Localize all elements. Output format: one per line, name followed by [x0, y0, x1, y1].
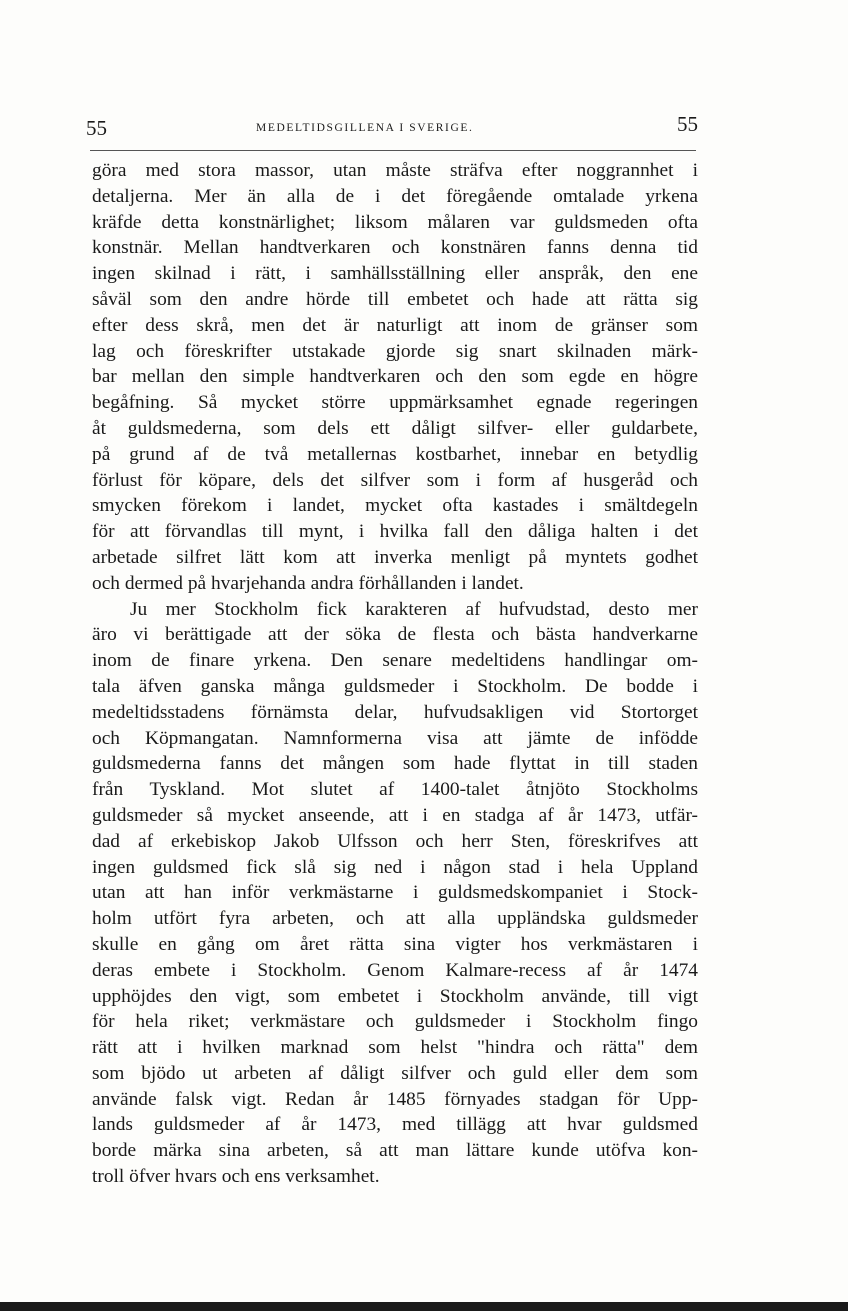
scan-bottom-edge [0, 1302, 848, 1311]
text-line: ingen skilnad i rätt, i samhällsställning eller anspråk, den ene [92, 263, 698, 285]
text-line: tala äfven ganska många guldsmeder i Stockholm. De bodde i [92, 675, 698, 697]
text-line: förlust för köpare, dels det silfver som i form af husgeråd och [92, 469, 698, 491]
text-line: som bjödo ut arbeten af dåligt silfver och guld eller dem som [92, 1062, 698, 1084]
text-line: guldsmederna fanns det mången som hade flyttat in till staden [92, 753, 698, 775]
text-line: använde falsk vigt. Redan år 1485 förnyades stadgan för Upp- [92, 1088, 698, 1110]
text-line: bar mellan den simple handtverkaren och den som egde en högre [92, 366, 698, 388]
page-number-left: 55 [86, 116, 107, 140]
text-line: på grund af de två metallernas kostbarhet, innebar en betydlig [92, 443, 698, 465]
text-line: rätt att i hvilken marknad som helst "hindra och rätta" dem [92, 1037, 698, 1059]
text-line: kräfde detta konstnärlighet; liksom målaren var guldsmeden ofta [92, 211, 698, 233]
text-line: såväl som den andre hörde till embetet och hade att rätta sig [92, 288, 698, 310]
text-line: ingen guldsmed fick slå sig ned i någon stad i hela Uppland [92, 856, 698, 878]
paragraph-start-line: Ju mer Stockholm fick karakteren af hufvudstad, desto mer [130, 598, 698, 620]
text-line: för att förvandlas till mynt, i hvilka fall den dåliga halten i det [92, 521, 698, 543]
text-line: borde märka sina arbeten, så att man lättare kunde utöfva kon- [92, 1140, 698, 1162]
text-line: detaljerna. Mer än alla de i det föregående omtalade yrkena [92, 185, 698, 207]
body-text [92, 158, 698, 1190]
text-line: göra med stora massor, utan måste sträfva efter noggrannhet i [92, 160, 698, 181]
text-line: och Köpmangatan. Namnformerna visa att jämte de infödde [92, 727, 698, 749]
text-line: inom de finare yrkena. Den senare medeltidens handlingar om- [92, 650, 698, 672]
text-line: guldsmeder så mycket anseende, att i en stadga af år 1473, utfär- [92, 804, 698, 826]
running-header [86, 112, 698, 142]
text-line: lag och föreskrifter utstakade gjorde sig snart skilnaden märk- [92, 340, 698, 362]
page-number-right: 55 [677, 112, 698, 136]
text-line: upphöjdes den vigt, som embetet i Stockholm använde, till vigt [92, 985, 698, 1007]
text-line: deras embete i Stockholm. Genom Kalmare-recess af år 1474 [92, 959, 698, 981]
text-line: begåfning. Så mycket större uppmärksamhet egnade regeringen [92, 392, 698, 414]
paragraph-end-line: och dermed på hvarjehanda andra förhållanden i landet. [92, 572, 524, 594]
header-rule [90, 150, 696, 151]
text-line: medeltidsstadens förnämsta delar, hufvudsakligen vid Stortorget [92, 701, 698, 723]
text-line: äro vi berättigade att der söka de flesta och bästa handverkarne [92, 624, 698, 646]
text-line: dad af erkebiskop Jakob Ulfsson och herr Sten, föreskrifves att [92, 830, 698, 852]
paragraph-end-line: troll öfver hvars och ens verksamhet. [92, 1166, 380, 1188]
text-line: smycken förekom i landet, mycket ofta kastades i smältdegeln [92, 495, 698, 517]
text-line: utan att han inför verkmästarne i guldsmedskompaniet i Stock- [92, 882, 698, 904]
text-line: holm utfört fyra arbeten, och att alla uppländska guldsmeder [92, 908, 698, 930]
text-line: arbetade silfret lätt kom att inverka menligt på myntets godhet [92, 546, 698, 568]
text-line: lands guldsmeder af år 1473, med tillägg att hvar guldsmed [92, 1114, 698, 1136]
running-title: MEDELTIDSGILLENA I SVERIGE. [256, 122, 474, 134]
text-line: åt guldsmederna, som dels ett dåligt silfver- eller guldarbete, [92, 417, 698, 439]
text-line: från Tyskland. Mot slutet af 1400-talet åtnjöto Stockholms [92, 779, 698, 801]
text-line: konstnär. Mellan handtverkaren och konstnären fanns denna tid [92, 237, 698, 259]
text-line: efter dess skrå, men det är naturligt att inom de gränser som [92, 314, 698, 336]
text-line: för hela riket; verkmästare och guldsmeder i Stockholm fingo [92, 1011, 698, 1033]
text-line: skulle en gång om året rätta sina vigter hos verkmästaren i [92, 933, 698, 955]
